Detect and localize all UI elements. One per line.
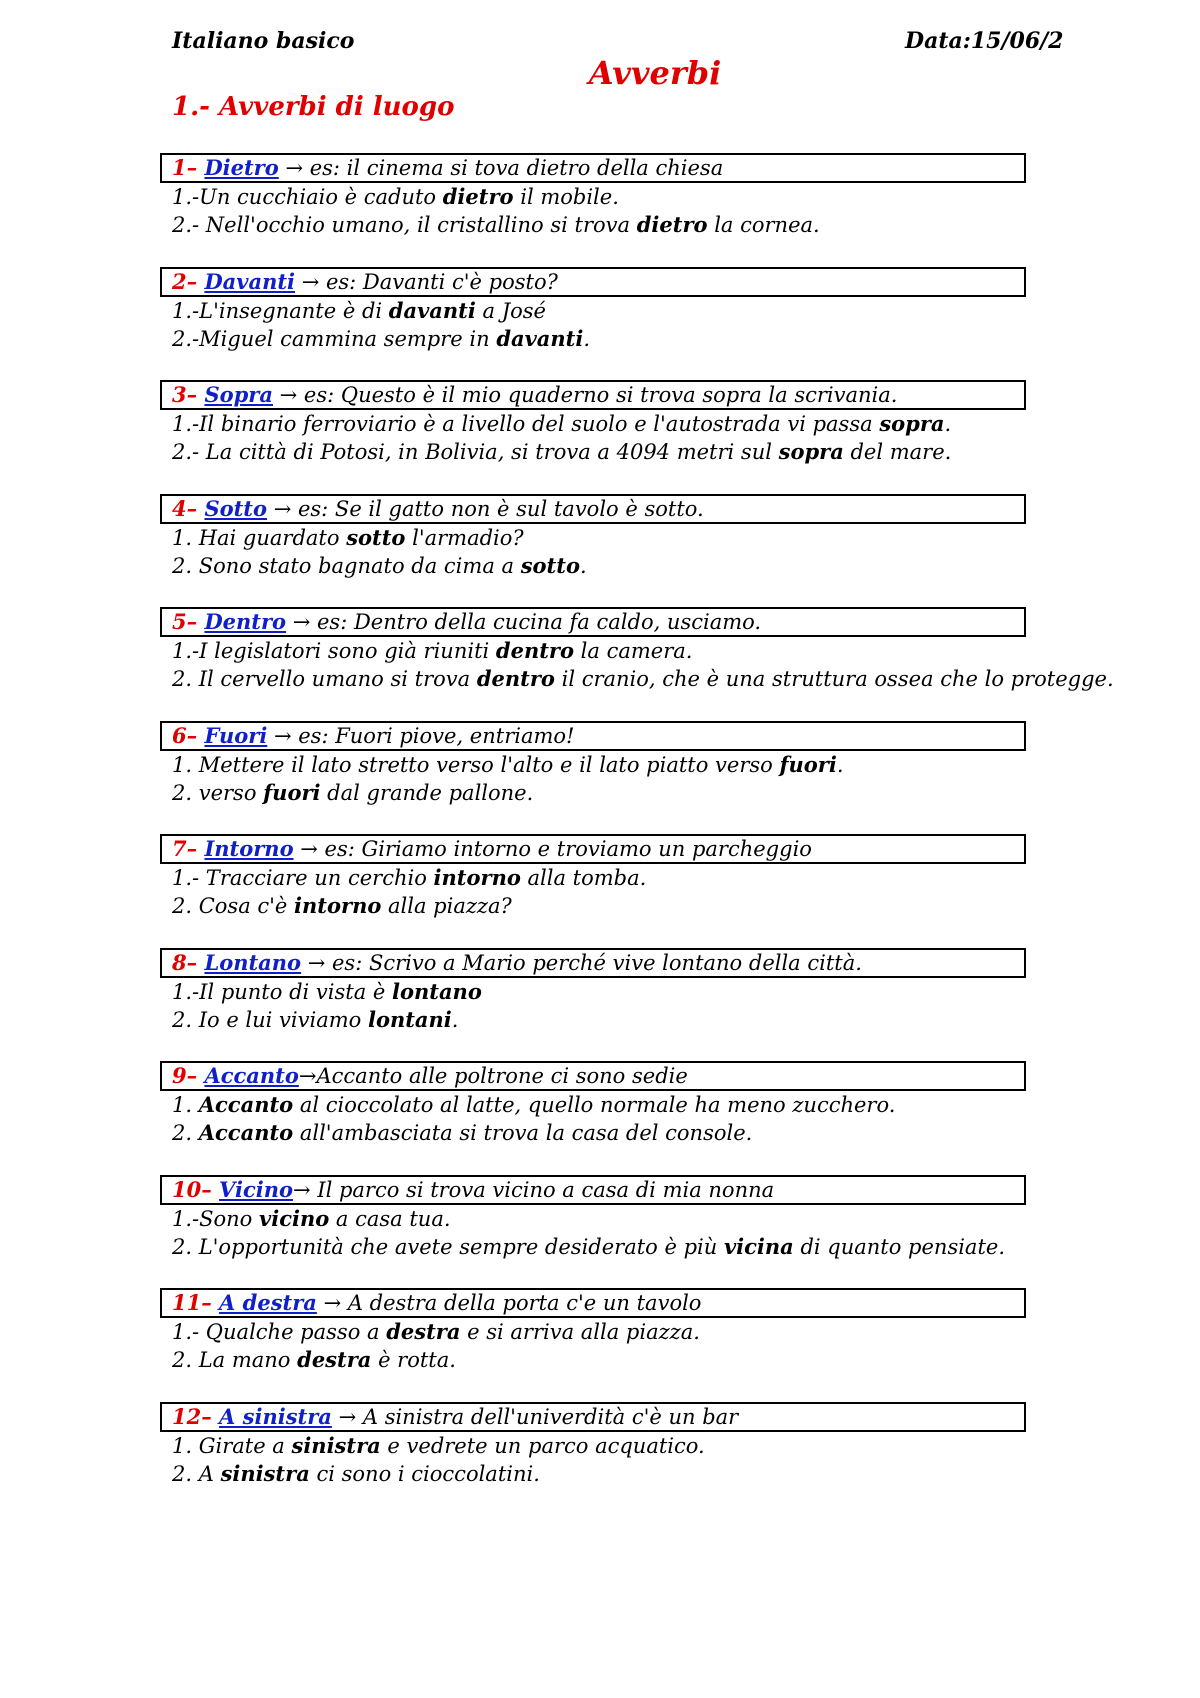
adverb-example: → Il parco si trova vicino a casa di mia nonna [293,1177,775,1202]
example-sentence: 2.- Nell'occhio umano, il cristallino si trova dietro la cornea. [172,212,820,237]
adverb-entry [160,721,1060,807]
adverb-word: Accanto [204,1063,299,1088]
highlighted-adverb: Accanto [198,1120,294,1145]
example-sentence: 1.-Sono vicino a casa tua. [172,1205,451,1231]
adverb-word: Fuori [204,722,268,748]
example-sentence: 1.-Il punto di vista è lontano [172,978,482,1004]
highlighted-adverb: dietro [442,184,514,209]
adverb-number: 5– [172,609,205,634]
adverb-number: 1– [172,155,205,180]
adverb-example: → es: Scrivo a Mario perché vive lontano della città. [301,950,862,975]
adverb-word: Dietro [204,155,279,180]
highlighted-adverb: fuori [263,779,321,805]
adverb-heading-box [160,153,1026,183]
example-sentence: 1. Mettere il lato stretto verso l'alto e il lato piatto verso fuori. [172,751,844,777]
adverb-number: 8– [172,949,205,975]
example-sentence: 2. La mano destra è rotta. [172,1347,456,1372]
highlighted-adverb: sinistra [291,1432,381,1458]
adverb-number: 9– [172,1063,205,1088]
highlighted-adverb: sinistra [220,1460,310,1486]
adverb-heading-box [160,267,1026,297]
adverb-word: Vicino [219,1176,293,1202]
highlighted-adverb: vicina [723,1233,794,1259]
adverb-heading-box [160,1402,1026,1432]
highlighted-adverb: sopra [879,411,945,436]
highlighted-adverb: lontano [392,978,482,1004]
adverb-heading-box [160,494,1026,524]
adverb-word: A sinistra [219,1403,332,1429]
example-sentence: 1. Girate a sinistra e vedrete un parco acquatico. [172,1432,705,1458]
adverb-example: → es: Davanti c'è posto? [295,269,558,294]
adverb-heading-box [160,1061,1026,1091]
adverb-word: Dentro [204,609,287,634]
adverb-example: →Accanto alle poltrone ci sono sedie [298,1064,688,1088]
adverb-number: 12– [172,1403,220,1429]
example-sentence: 2. Io e lui viviamo lontani. [172,1006,459,1032]
example-sentence: 1.-I legislatori sono già riuniti dentro la camera. [172,638,693,663]
adverb-word: Sotto [204,495,268,521]
example-sentence: 2. L'opportunità che avete sempre desiderato è più vicina di quanto pensiate. [172,1233,1005,1259]
adverb-example: → es: Fuori piove, entriamo! [267,723,575,748]
page-title: Avverbi [588,54,722,92]
adverb-entry [160,1402,1060,1488]
example-sentence: 1.-L'insegnante è di davanti a José [172,297,546,323]
adverb-example: → es: Giriamo intorno e troviamo un parcheggio [293,837,812,861]
adverb-number: 11– [172,1290,220,1315]
example-sentence: 2. Sono stato bagnato da cima a sotto. [172,552,587,578]
highlighted-adverb: dentro [476,666,555,691]
example-sentence: 2. Accanto all'ambasciata si trova la casa del console. [172,1120,753,1145]
adverb-example: → es: il cinema si tova dietro della chiesa [278,156,724,180]
highlighted-adverb: intorno [294,893,382,918]
example-sentence: 2.- La città di Potosi, in Bolivia, si trova a 4094 metri sul sopra del mare. [172,439,952,464]
adverb-number: 6– [172,722,205,748]
adverb-heading-box [160,1288,1026,1318]
example-sentence: 1.- Tracciare un cerchio intorno alla tomba. [172,865,647,890]
adverb-number: 7– [172,836,205,861]
adverb-word: A destra [219,1290,317,1315]
adverb-number: 3– [172,382,205,407]
adverb-entry [160,948,1060,1034]
example-sentence: 2.-Miguel cammina sempre in davanti. [172,325,591,351]
adverb-word: Intorno [204,836,294,861]
adverb-number: 4– [172,495,205,521]
adverb-number: 10– [172,1176,220,1202]
example-sentence: 1.-Il binario ferroviario è a livello del suolo e l'autostrada vi passa sopra. [172,411,952,436]
section-title: 1.- Avverbi di luogo [172,92,455,122]
adverb-number: 2– [172,268,205,294]
highlighted-adverb: davanti [496,325,584,351]
highlighted-adverb: vicino [259,1205,330,1231]
adverb-entry [160,607,1114,693]
adverb-example: → es: Questo è il mio quaderno si trova sopra la scrivania. [272,383,898,407]
highlighted-adverb: intorno [433,865,521,890]
highlighted-adverb: sopra [778,439,844,464]
highlighted-adverb: davanti [388,297,476,323]
example-sentence: 1.-Un cucchiaio è caduto dietro il mobile. [172,184,619,209]
adverb-example: → es: Se il gatto non è sul tavolo è sotto. [267,496,704,521]
adverb-heading-box [160,834,1026,864]
header-date: Data:15/06/2 [905,28,1064,54]
adverb-heading-box [160,1175,1026,1205]
highlighted-adverb: dentro [495,638,574,663]
adverb-entry [160,494,1060,580]
adverb-heading-box [160,607,1026,637]
adverb-example: → A destra della porta c'e un tavolo [316,1291,702,1315]
adverb-entry [160,153,1060,239]
adverb-entry [160,267,1060,353]
adverb-example: → A sinistra dell'univerdità c'è un bar [331,1404,739,1429]
example-sentence: 1. Hai guardato sotto l'armadio? [172,524,524,550]
highlighted-adverb: sotto [346,524,406,550]
example-sentence: 2. Il cervello umano si trova dentro il cranio, che è una struttura ossea che lo protegge. [172,666,1114,691]
adverb-heading-box [160,948,1026,978]
adverb-entry [160,1288,1060,1374]
highlighted-adverb: destra [297,1347,372,1372]
highlighted-adverb: dietro [636,212,708,237]
adverb-word: Lontano [204,949,302,975]
adverb-entry [160,1175,1060,1261]
adverb-heading-box [160,380,1026,410]
example-sentence: 2. A sinistra ci sono i cioccolatini. [172,1460,540,1486]
highlighted-adverb: sotto [520,552,580,578]
header-course: Italiano basico [172,28,355,54]
adverb-word: Davanti [204,268,296,294]
adverb-entry [160,380,1060,466]
example-sentence: 1. Accanto al cioccolato al latte, quello normale ha meno zucchero. [172,1092,896,1117]
adverb-heading-box [160,721,1026,751]
highlighted-adverb: lontani [367,1006,452,1032]
example-sentence: 2. Cosa c'è intorno alla piazza? [172,893,512,918]
adverb-word: Sopra [204,382,273,407]
highlighted-adverb: fuori [779,751,837,777]
adverb-entry [160,1061,1060,1147]
adverb-example: → es: Dentro della cucina fa caldo, usciamo. [286,610,762,634]
highlighted-adverb: Accanto [198,1092,294,1117]
example-sentence: 2. verso fuori dal grande pallone. [172,779,534,805]
example-sentence: 1.- Qualche passo a destra e si arriva alla piazza. [172,1319,700,1344]
adverb-entry [160,834,1060,920]
highlighted-adverb: destra [386,1319,461,1344]
